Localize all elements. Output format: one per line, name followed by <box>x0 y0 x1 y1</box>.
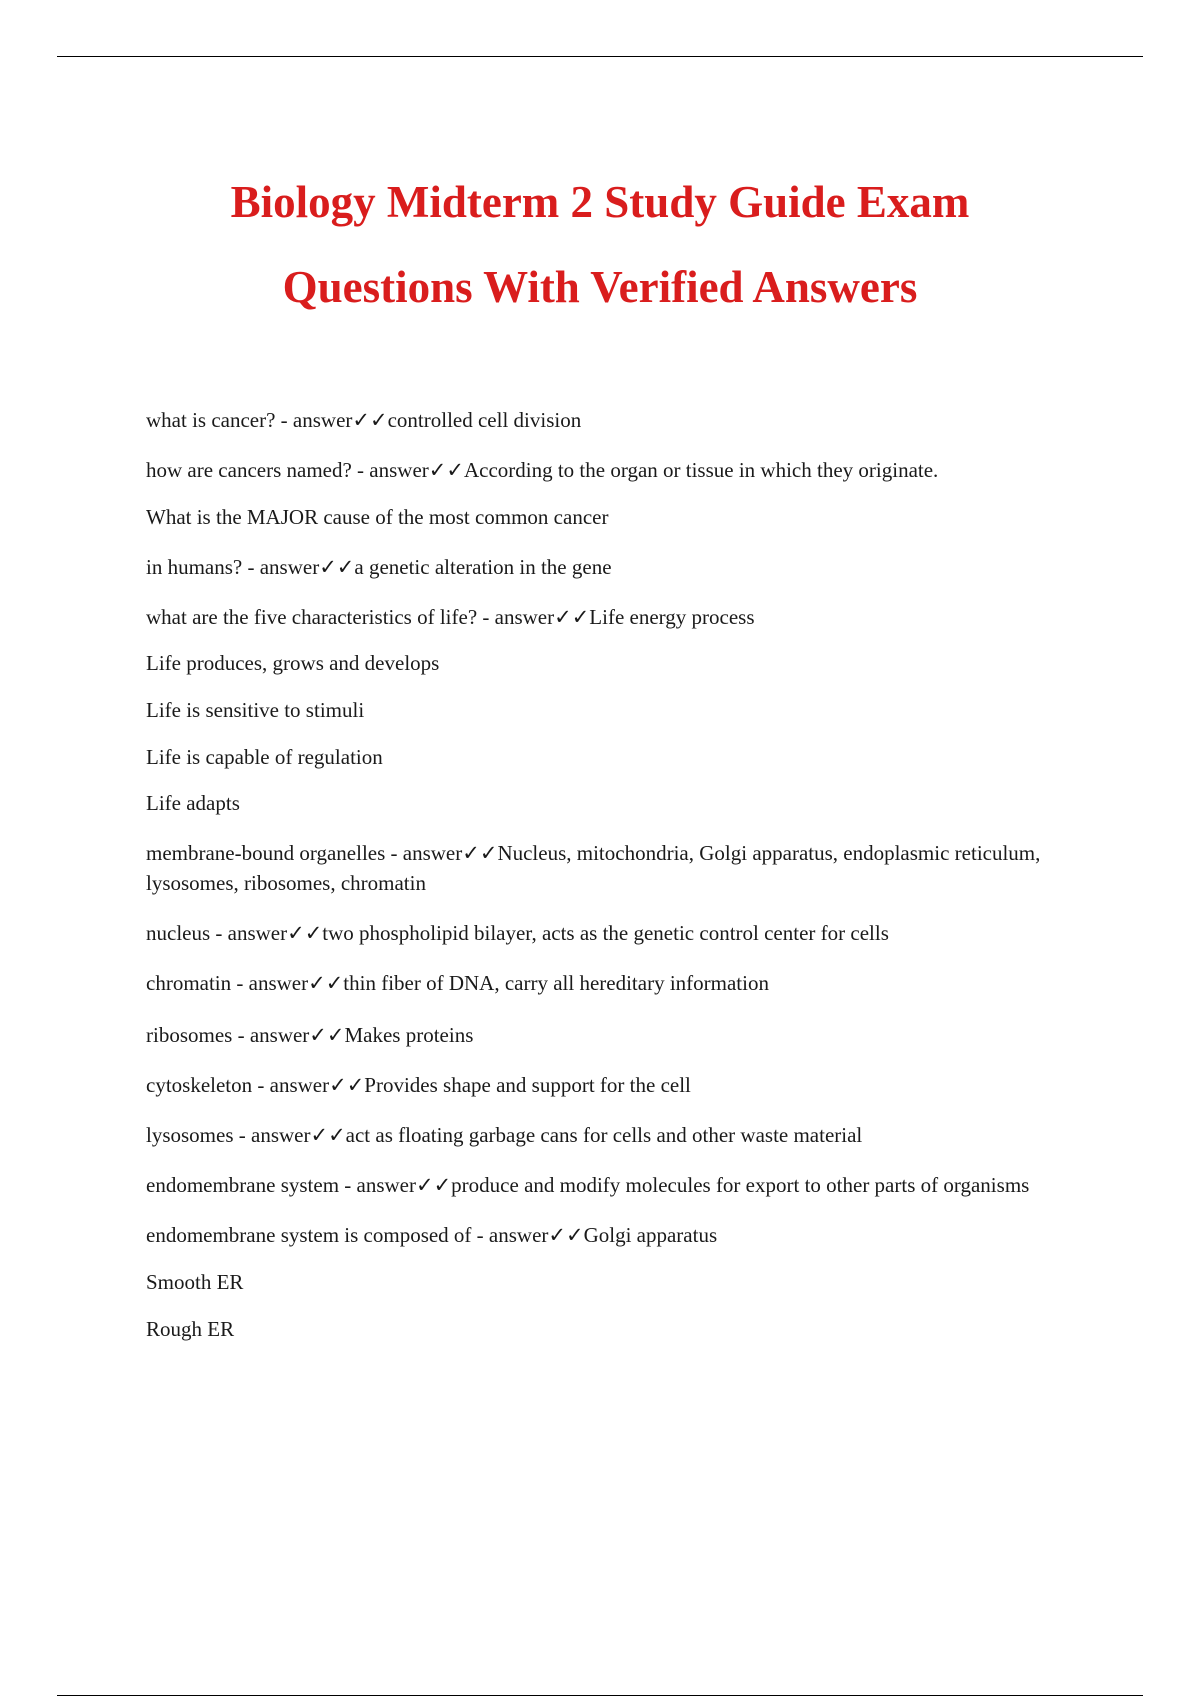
qa-entry: Life adapts <box>146 791 240 815</box>
qa-entry: Life is capable of regulation <box>146 745 383 769</box>
qa-entry: Rough ER <box>146 1317 235 1341</box>
qa-entry: in humans? - answer✓✓a genetic alteration in the gene <box>146 555 612 579</box>
footer-rule <box>57 1695 1143 1696</box>
qa-entry: Smooth ER <box>146 1270 244 1294</box>
qa-entry: cytoskeleton - answer✓✓Provides shape and support for the cell <box>146 1073 691 1097</box>
qa-entry: Life produces, grows and develops <box>146 651 440 675</box>
qa-entry: what is cancer? - answer✓✓controlled cell division <box>146 408 582 432</box>
title-line-1: Biology Midterm 2 Study Guide Exam <box>230 177 970 227</box>
qa-entry: ribosomes - answer✓✓Makes proteins <box>146 1023 474 1047</box>
qa-entry: membrane-bound organelles - answer✓✓Nucleus, mitochondria, Golgi apparatus, endoplasmic reticulum, lysosomes, ribosomes, chromatin <box>146 841 1041 895</box>
qa-entry: endomembrane system is composed of - answer✓✓Golgi apparatus <box>146 1223 718 1247</box>
qa-list <box>146 405 1086 1344</box>
qa-entry: endomembrane system - answer✓✓produce and modify molecules for export to other parts of organisms <box>146 1173 1030 1197</box>
qa-entry: chromatin - answer✓✓thin fiber of DNA, carry all hereditary information <box>146 971 769 995</box>
qa-entry: nucleus - answer✓✓two phospholipid bilayer, acts as the genetic control center for cells <box>146 921 889 945</box>
document-title <box>0 160 1200 330</box>
qa-entry: how are cancers named? - answer✓✓According to the organ or tissue in which they originate. <box>146 458 939 482</box>
title-line-2: Questions With Verified Answers <box>282 262 918 312</box>
qa-entry: what are the five characteristics of life? - answer✓✓Life energy process <box>146 605 755 629</box>
qa-entry: lysosomes - answer✓✓act as floating garbage cans for cells and other waste material <box>146 1123 863 1147</box>
qa-entry: Life is sensitive to stimuli <box>146 698 365 722</box>
qa-entry: What is the MAJOR cause of the most common cancer <box>146 505 609 529</box>
header-rule <box>57 56 1143 57</box>
